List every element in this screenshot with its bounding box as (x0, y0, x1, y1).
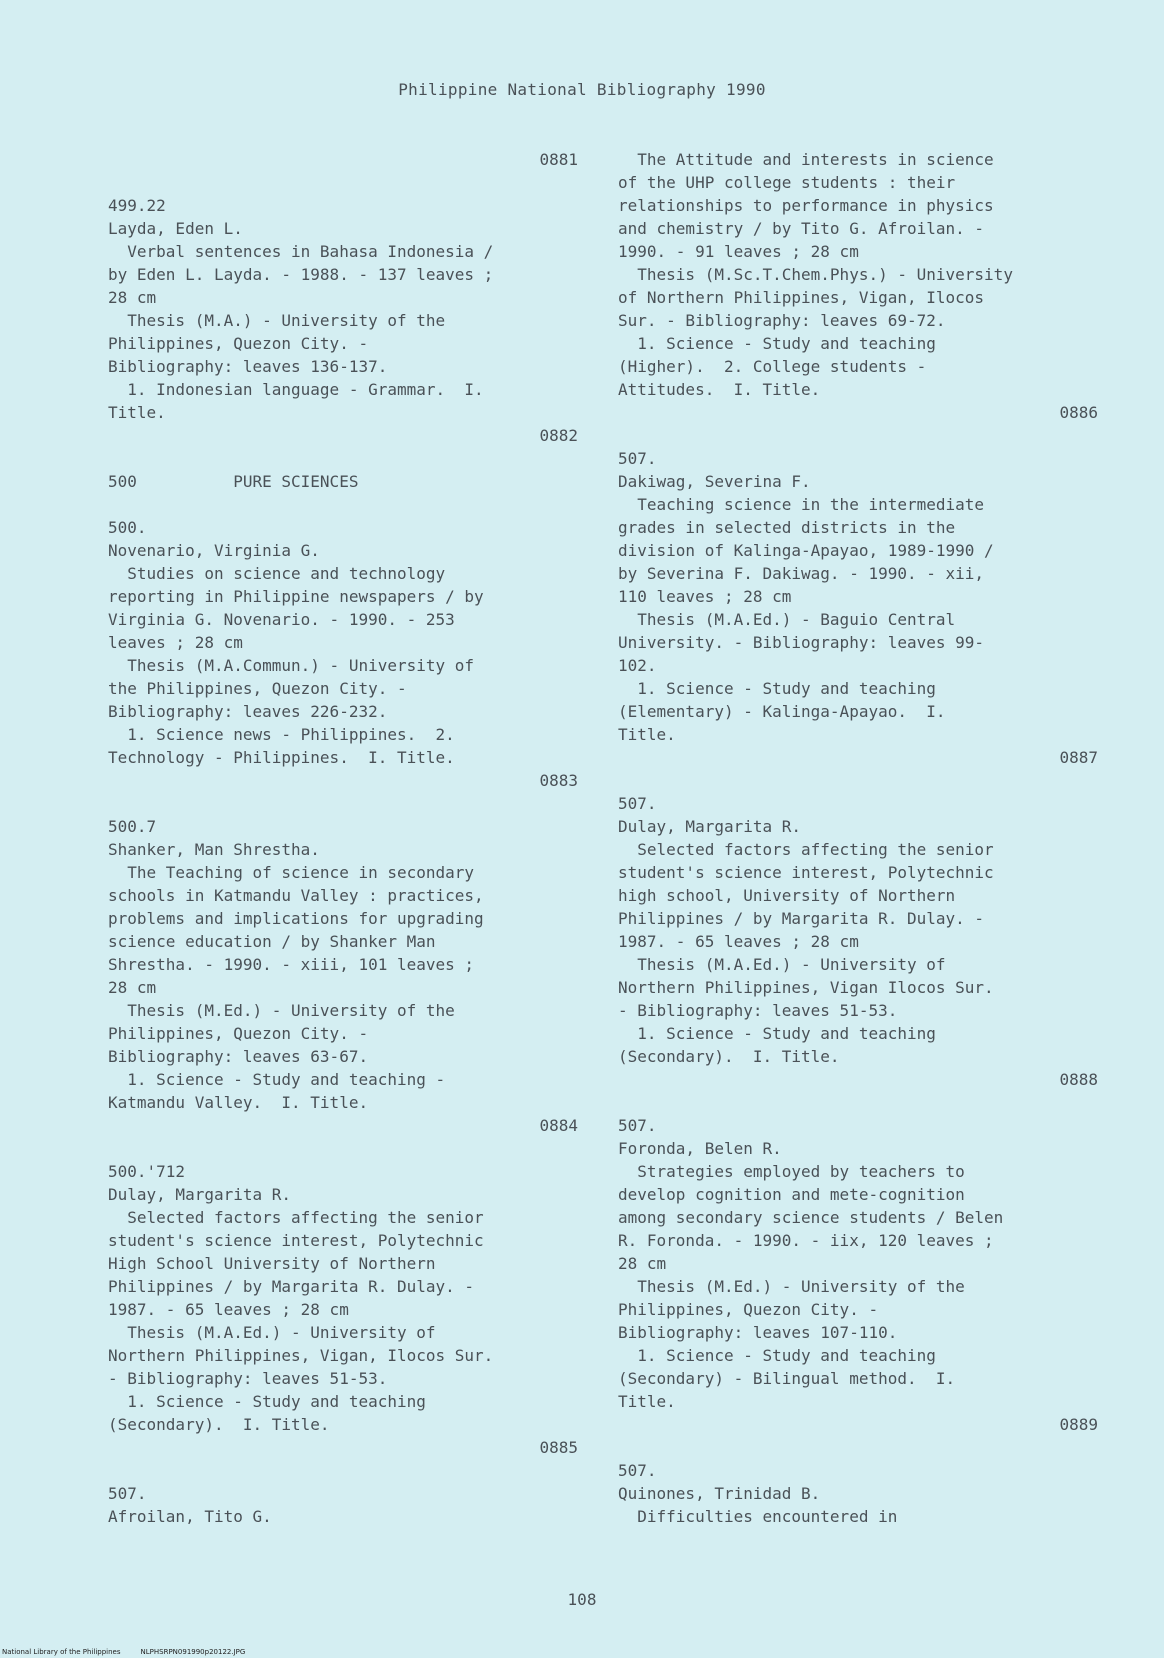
text-line: - Bibliography: leaves 51-53. (618, 1001, 898, 1020)
text-line: 507. (618, 1116, 657, 1135)
text-line: Selected factors affecting the senior (108, 1208, 484, 1227)
text-line: Bibliography: leaves 107-110. (618, 1323, 898, 1342)
text-line: 110 leaves ; 28 cm (618, 587, 792, 606)
text-line: Afroilan, Tito G. (108, 1507, 272, 1526)
text-line: Quinones, Trinidad B. (618, 1484, 821, 1503)
text-line: problems and implications for upgrading (108, 909, 484, 928)
text-line: Katmandu Valley. I. Title. (108, 1093, 369, 1112)
text-line: (Elementary) - Kalinga-Apayao. I. (618, 702, 946, 721)
blank-line (618, 769, 1098, 792)
text-line: Northern Philippines, Vigan, Ilocos Sur. (108, 1346, 494, 1365)
text-line: 1. Science - Study and teaching (108, 1392, 426, 1411)
text-line: Thesis (M.Ed.) - University of the (108, 1001, 455, 1020)
text-line: Philippines, Quezon City. - (108, 334, 369, 353)
text-line: division of Kalinga-Apayao, 1989-1990 / (618, 541, 994, 560)
scan-footer (2, 1648, 245, 1656)
text-line: Thesis (M.A.) - University of the (108, 311, 446, 330)
text-line: 507. (618, 794, 657, 813)
blank-line (108, 171, 578, 194)
text-line: (Secondary). I. Title. (108, 1415, 330, 1434)
text-line: Foronda, Belen R. (618, 1139, 782, 1158)
text-line: Thesis (M.A.Commun.) - University of (108, 656, 475, 675)
text-line: reporting in Philippine newspapers / by (108, 587, 484, 606)
text-line: 1. Indonesian language - Grammar. I. (108, 380, 484, 399)
text-line: of the UHP college students : their (618, 173, 956, 192)
text-line: 507. (108, 1484, 147, 1503)
footer-library: National Library of the Philippines (2, 1648, 121, 1656)
text-line: Thesis (M.A.Ed.) - University of (108, 1323, 436, 1342)
text-line: 500.'712 (108, 1162, 186, 1181)
text-line: relationships to performance in physics (618, 196, 994, 215)
text-line: Philippines, Quezon City. - (108, 1024, 369, 1043)
text-line: Bibliography: leaves 63-67. (108, 1047, 369, 1066)
text-line: by Severina F. Dakiwag. - 1990. - xii, (618, 564, 985, 583)
text-line: 500.7 (108, 817, 157, 836)
text-line: science education / by Shanker Man (108, 932, 436, 951)
page-number: 108 (567, 1590, 597, 1609)
text-line: 1. Science - Study and teaching (618, 1346, 936, 1365)
text-line: 28 cm (618, 1254, 667, 1273)
text-line: of Northern Philippines, Vigan, Ilocos (618, 288, 985, 307)
text-line: 1. Science - Study and teaching (618, 334, 936, 353)
text-line: 499.22 (108, 196, 166, 215)
right-column (618, 148, 1098, 1528)
text-line: University. - Bibliography: leaves 99- (618, 633, 985, 652)
left-column (108, 148, 578, 1528)
text-line: (Secondary). I. Title. (618, 1047, 840, 1066)
blank-line (108, 1459, 578, 1482)
blank-line (108, 447, 578, 470)
text-line: Dulay, Margarita R. (108, 1185, 292, 1204)
text-line: Thesis (M.Ed.) - University of the (618, 1277, 965, 1296)
text-line: Title. (108, 403, 166, 422)
text-line: Layda, Eden L. (108, 219, 243, 238)
text-line: The Attitude and interests in science (618, 150, 994, 169)
text-line: Sur. - Bibliography: leaves 69-72. (618, 311, 946, 330)
text-line: 1987. - 65 leaves ; 28 cm (108, 1300, 349, 1319)
text-line: 28 cm (108, 288, 157, 307)
entry-number: 0882 (539, 426, 578, 445)
text-line: 500 PURE SCIENCES (108, 472, 359, 491)
text-line: 1. Science - Study and teaching (618, 679, 936, 698)
entry-number: 0883 (539, 771, 578, 790)
entry-number: 0885 (539, 1438, 578, 1457)
text-line: 28 cm (108, 978, 157, 997)
text-line: 1. Science news - Philippines. 2. (108, 725, 455, 744)
text-line: Technology - Philippines. I. Title. (108, 748, 455, 767)
text-line: Thesis (M.A.Ed.) - University of (618, 955, 946, 974)
text-line: Philippines, Quezon City. - (618, 1300, 879, 1319)
entry-number: 0889 (1059, 1415, 1098, 1434)
text-line: Attitudes. I. Title. (618, 380, 821, 399)
text-line: 1987. - 65 leaves ; 28 cm (618, 932, 859, 951)
text-line: Shanker, Man Shrestha. (108, 840, 320, 859)
text-line: Title. (618, 725, 676, 744)
entry-number: 0887 (1059, 748, 1098, 767)
text-line: Dakiwag, Severina F. (618, 472, 811, 491)
text-line: 1990. - 91 leaves ; 28 cm (618, 242, 859, 261)
text-line: develop cognition and mete-cognition (618, 1185, 965, 1204)
text-line: Philippines / by Margarita R. Dulay. - (618, 909, 985, 928)
text-line: Philippines / by Margarita R. Dulay. - (108, 1277, 475, 1296)
text-line: Teaching science in the intermediate (618, 495, 985, 514)
text-line: (Higher). 2. College students - (618, 357, 927, 376)
text-line: leaves ; 28 cm (108, 633, 243, 652)
text-line: Verbal sentences in Bahasa Indonesia / (108, 242, 494, 261)
text-line: 500. (108, 518, 147, 537)
text-line: R. Foronda. - 1990. - iix, 120 leaves ; (618, 1231, 994, 1250)
text-line: 507. (618, 449, 657, 468)
text-line: Bibliography: leaves 136-137. (108, 357, 388, 376)
text-line: student's science interest, Polytechnic (618, 863, 994, 882)
text-line: High School University of Northern (108, 1254, 436, 1273)
text-line: Bibliography: leaves 226-232. (108, 702, 388, 721)
text-line: grades in selected districts in the (618, 518, 956, 537)
text-line: 507. (618, 1461, 657, 1480)
text-line: The Teaching of science in secondary (108, 863, 475, 882)
text-line: Thesis (M.Sc.T.Chem.Phys.) - University (618, 265, 1013, 284)
text-line: Dulay, Margarita R. (618, 817, 802, 836)
text-line: by Eden L. Layda. - 1988. - 137 leaves ; (108, 265, 494, 284)
text-line: Selected factors affecting the senior (618, 840, 994, 859)
text-line: student's science interest, Polytechnic (108, 1231, 484, 1250)
text-line: Northern Philippines, Vigan Ilocos Sur. (618, 978, 994, 997)
text-line: 1. Science - Study and teaching (618, 1024, 936, 1043)
blank-line (108, 792, 578, 815)
text-line: high school, University of Northern (618, 886, 956, 905)
blank-line (618, 424, 1098, 447)
blank-line (618, 1436, 1098, 1459)
text-line: among secondary science students / Belen (618, 1208, 1004, 1227)
entry-number: 0884 (539, 1116, 578, 1135)
entry-number: 0886 (1059, 403, 1098, 422)
page-title: Philippine National Bibliography 1990 (398, 80, 766, 99)
blank-line (618, 1091, 1098, 1114)
text-line: Virginia G. Novenario. - 1990. - 253 (108, 610, 455, 629)
text-line: schools in Katmandu Valley : practices, (108, 886, 484, 905)
text-line: Novenario, Virginia G. (108, 541, 320, 560)
text-line: 1. Science - Study and teaching - (108, 1070, 446, 1089)
entry-number: 0881 (539, 150, 578, 169)
text-line: Thesis (M.A.Ed.) - Baguio Central (618, 610, 956, 629)
text-line: 102. (618, 656, 657, 675)
entry-number: 0888 (1059, 1070, 1098, 1089)
text-line: Strategies employed by teachers to (618, 1162, 965, 1181)
text-line: and chemistry / by Tito G. Afroilan. - (618, 219, 985, 238)
text-line: the Philippines, Quezon City. - (108, 679, 407, 698)
footer-file: NLPHSRPN091990p20122.JPG (140, 1648, 246, 1656)
text-line: Studies on science and technology (108, 564, 446, 583)
text-line: - Bibliography: leaves 51-53. (108, 1369, 388, 1388)
text-line: (Secondary) - Bilingual method. I. (618, 1369, 956, 1388)
blank-line (108, 493, 578, 516)
text-line: Title. (618, 1392, 676, 1411)
text-line: Shrestha. - 1990. - xiii, 101 leaves ; (108, 955, 475, 974)
blank-line (108, 1137, 578, 1160)
text-line: Difficulties encountered in (618, 1507, 898, 1526)
